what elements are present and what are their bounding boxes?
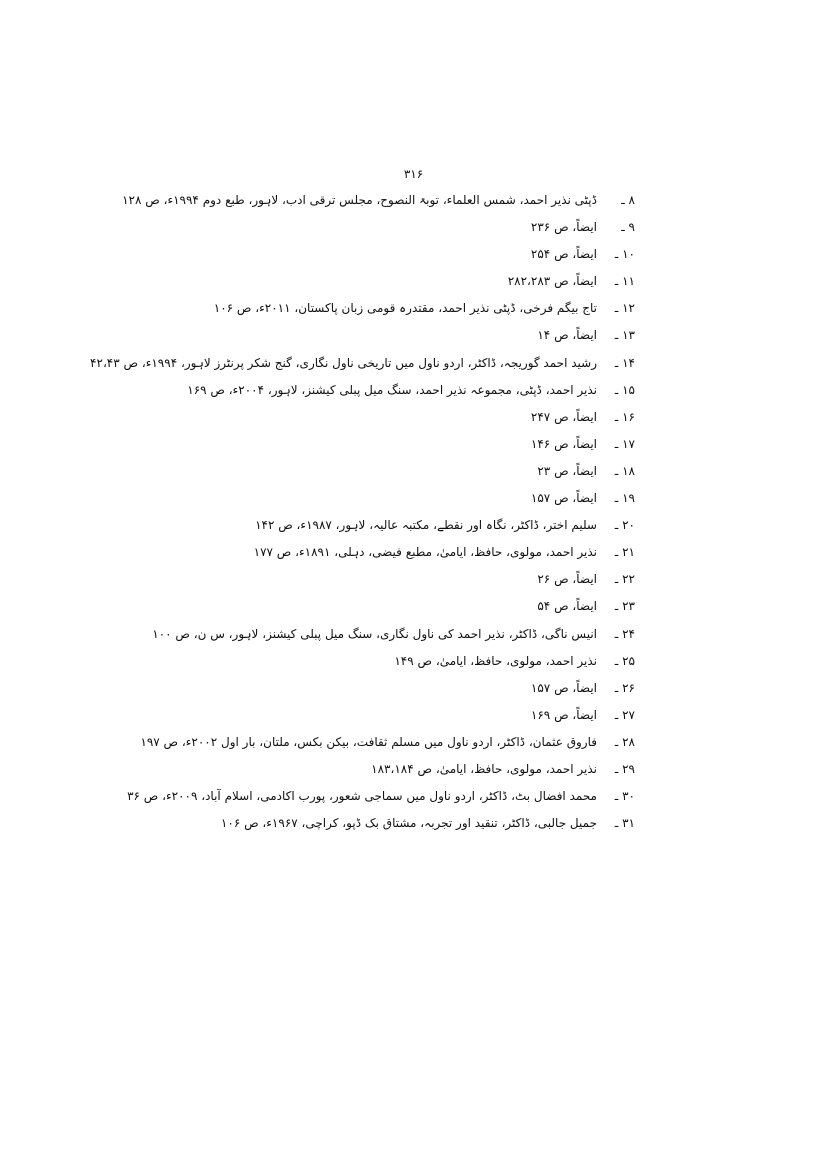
endnote-citation: فاروق عثمان، ڈاکٹر، اردو ناول میں مسلم ثقافت، بیکن بکس، ملتان، بار اول ۲۰۰۲ء، ص ۱۹۷	[140, 734, 597, 749]
endnote-citation: ایضاً، ص ۲۶	[537, 572, 597, 587]
endnote-citation: سلیم اختر، ڈاکٹر، نگاہ اور نقطے، مکتبہ عالیہ، لاہور، ۱۹۸۷ء، ص ۱۴۲	[255, 518, 597, 533]
endnote-number: ۲۷ ـ	[614, 707, 635, 722]
endnote-item	[255, 705, 635, 732]
endnote-number: ۱۰ ـ	[614, 247, 635, 262]
endnote-item	[255, 596, 635, 623]
endnote-number: ۱۶ ـ	[614, 409, 635, 424]
endnote-item	[255, 651, 635, 678]
endnote-number: ۲۱ ـ	[614, 545, 635, 560]
endnote-item	[255, 325, 635, 352]
endnote-number: ۲۶ ـ	[614, 680, 635, 695]
endnote-citation: ایضاً، ص ۲۵۴	[530, 247, 597, 262]
endnote-item	[152, 624, 635, 651]
endnote-item	[127, 786, 635, 813]
endnote-number: ۱۵ ـ	[614, 382, 635, 397]
endnote-item	[255, 244, 635, 271]
endnote-item	[255, 759, 635, 786]
endnote-citation: محمد افضال بٹ، ڈاکٹر، اردو ناول میں سماجی شعور، پورب اکادمی، اسلام آباد، ۲۰۰۹ء، ص ۳۶	[127, 789, 597, 804]
endnote-number: ۸ ـ	[621, 193, 635, 207]
endnote-number: ۱۷ ـ	[614, 436, 635, 451]
endnote-citation: نذیر احمد، مولوی، حافظ، ایامیٰ، مطبع فیضی، دہلی، ۱۸۹۱ء، ص ۱۷۷	[253, 545, 597, 560]
endnote-citation: نذیر احمد، مولوی، حافظ، ایامیٰ، ص ۱۸۳،۱۸۴	[371, 761, 597, 776]
endnotes-list	[90, 190, 635, 840]
endnote-item	[255, 434, 635, 461]
endnote-item	[255, 678, 635, 705]
endnote-item	[255, 407, 635, 434]
endnote-citation: ایضاً، ص ۲۳۶	[530, 220, 597, 235]
endnote-citation: ایضاً، ص ۱۴	[537, 328, 597, 343]
endnote-number: ۳۱ ـ	[614, 816, 635, 831]
endnote-citation: ایضاً، ص ۲۴۷	[530, 409, 597, 424]
endnote-item	[255, 461, 635, 488]
page-number: ۳۱۶	[403, 167, 424, 181]
endnote-item	[255, 271, 635, 298]
endnote-number: ۲۸ ـ	[614, 734, 635, 749]
endnote-item	[220, 813, 635, 840]
endnote-citation: رشید احمد گوریجہ، ڈاکٹر، اردو ناول میں تاریخی ناول نگاری، گنج شکر پرنٹرز لاہور، ۱۹۹۴ء، ص ۴۲،۴۳	[90, 355, 597, 370]
endnote-number: ۱۲ ـ	[614, 301, 635, 316]
endnote-number: ۱۹ ـ	[614, 491, 635, 506]
endnote-number: ۱۱ ـ	[614, 274, 635, 289]
endnote-citation: ایضاً، ص ۵۴	[537, 599, 597, 614]
endnote-item	[255, 515, 635, 542]
endnote-number: ۱۴ ـ	[614, 355, 635, 370]
endnote-item	[213, 298, 635, 325]
endnote-number: ۱۳ ـ	[614, 328, 635, 343]
endnote-citation: نذیر احمد، ڈپٹی، مجموعہ نذیر احمد، سنگ میل پبلی کیشنز، لاہور، ۲۰۰۴ء، ص ۱۶۹	[187, 382, 597, 397]
endnote-number: ۳۰ ـ	[614, 789, 635, 804]
endnote-item	[255, 217, 635, 244]
endnote-citation: ایضاً، ص ۲۳	[537, 463, 597, 478]
endnote-number: ۲۹ ـ	[614, 761, 635, 776]
endnote-citation: ایضاً، ص ۲۸۲،۲۸۳	[507, 274, 597, 289]
endnote-number: ۲۲ ـ	[614, 572, 635, 587]
endnote-citation: انیس ناگی، ڈاکٹر، نذیر احمد کی ناول نگاری، سنگ میل پبلی کیشنز، لاہور، س ن، ص ۱۰۰	[152, 626, 597, 641]
endnote-item	[255, 488, 635, 515]
endnote-citation: جمیل جالبی، ڈاکٹر، تنقید اور تجربہ، مشتاق بک ڈپو، کراچی، ۱۹۶۷ء، ص ۱۰۶	[220, 816, 597, 831]
endnote-item	[187, 380, 635, 407]
endnote-item	[140, 732, 635, 759]
endnote-citation: ایضاً، ص ۱۴۶	[530, 436, 597, 451]
endnote-citation: ایضاً، ص ۱۵۷	[530, 680, 597, 695]
endnote-citation: ڈپٹی نذیر احمد، شمس العلماء، توبۃ النصوح، مجلس ترقی ادب، لاہور، طبع دوم ۱۹۹۴ء، ص ۱۲۸	[122, 193, 597, 207]
endnote-number: ۹ ـ	[621, 220, 635, 235]
endnote-citation: ایضاً، ص ۱۵۷	[530, 491, 597, 506]
endnote-citation: ایضاً، ص ۱۶۹	[530, 707, 597, 722]
endnote-number: ۲۳ ـ	[614, 599, 635, 614]
endnote-citation: تاج بیگم فرخی، ڈپٹی نذیر احمد، مقتدرہ قومی زبان پاکستان، ۲۰۱۱ء، ص ۱۰۶	[213, 301, 597, 316]
endnote-citation: نذیر احمد، مولوی، حافظ، ایامیٰ، ص ۱۴۹	[394, 653, 597, 668]
endnote-number: ۲۰ ـ	[614, 518, 635, 533]
endnote-number: ۲۴ ـ	[614, 626, 635, 641]
endnote-number: ۱۸ ـ	[614, 463, 635, 478]
endnote-number: ۲۵ ـ	[614, 653, 635, 668]
endnote-item	[255, 542, 635, 569]
endnote-item	[122, 190, 635, 217]
endnote-item	[90, 353, 635, 380]
endnote-item	[255, 569, 635, 596]
